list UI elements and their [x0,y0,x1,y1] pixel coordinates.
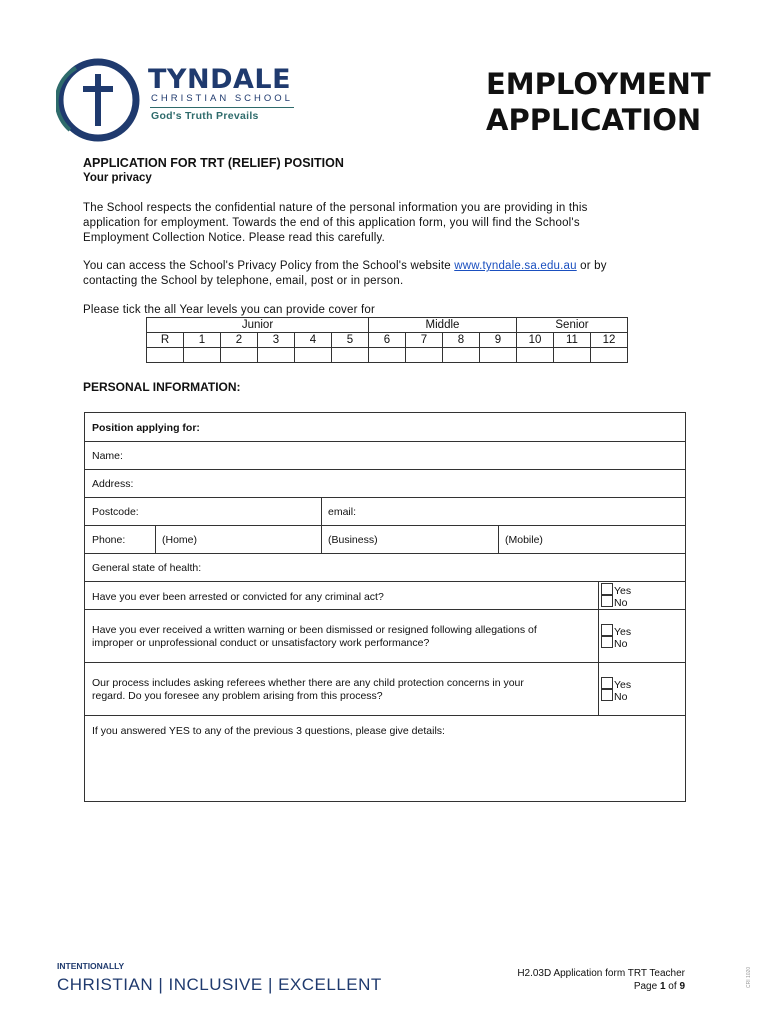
question-3-line-1: Our process includes asking referees whether there are any child protection concerns in your [92,677,524,689]
document-title [486,66,711,138]
year-level-cell: 11 [554,333,591,348]
question-3-line-2: regard. Do you foresee any problem arising from this process? [92,690,383,702]
year-level-row [147,333,628,348]
home-phone-label: (Home) [162,534,198,546]
page-label: Page [633,981,660,992]
name-label: Name: [92,450,123,462]
privacy-line-1: The School respects the confidential nature of the personal information you are providing in this [83,202,588,214]
page-current: 1 [659,981,666,992]
q3-no-option[interactable] [601,689,627,704]
address-row[interactable] [85,470,685,498]
year-level-cell: 12 [591,333,628,348]
logo-divider [150,107,294,108]
privacy-line-2: application for employment. Towards the end of this application form, you will find the School's [83,217,580,229]
q2-yes-checkbox[interactable] [601,624,613,636]
personal-info-form [84,412,686,802]
postcode-label: Postcode: [92,506,139,518]
school-website-link[interactable]: www.tyndale.sa.edu.au [454,260,577,272]
no-label: No [614,638,628,650]
q1-yes-checkbox[interactable] [601,583,613,595]
policy-line-2: contacting the School by telephone, email, post or in person. [83,275,404,287]
mobile-phone-label: (Mobile) [505,534,543,546]
policy-text-pre: You can access the School's Privacy Policy from the School's website [83,260,455,272]
yes-label: Yes [614,679,632,691]
title-line-1: EMPLOYMENT [486,67,711,101]
yes-label: Yes [614,585,632,597]
divider [598,663,599,715]
position-row[interactable] [85,413,685,442]
divider [155,526,156,553]
tick-cell-12[interactable] [591,348,628,363]
q3-yes-checkbox[interactable] [601,677,613,689]
email-label: email: [328,506,357,518]
year-level-cell: R [147,333,184,348]
address-label: Address: [92,478,134,490]
position-label: Position applying for: [92,422,200,434]
privacy-paragraph [83,201,588,246]
tick-cell-r[interactable] [147,348,184,363]
question-2-line-1: Have you ever received a written warning or been dismissed or resigned following allegations of [92,624,537,636]
tick-cell-8[interactable] [443,348,480,363]
year-level-cell: 3 [258,333,295,348]
year-level-cell: 10 [517,333,554,348]
year-group-row [147,318,628,333]
school-subtitle: CHRISTIAN SCHOOL [151,93,293,104]
question-1-row [85,582,685,610]
q2-no-option[interactable] [601,636,627,651]
question-2-line-2: improper or unprofessional conduct or unsatisfactory work performance? [92,637,430,649]
phone-label: Phone: [92,534,126,546]
q1-no-checkbox[interactable] [601,595,613,607]
question-2-text [92,624,537,650]
tick-cell-4[interactable] [295,348,332,363]
q3-no-checkbox[interactable] [601,689,613,701]
document-reference: H2.03D Application form TRT Teacher [517,968,685,979]
postcode-email-row [85,498,685,526]
footer-doc-info [517,967,685,993]
tick-cell-10[interactable] [517,348,554,363]
year-levels-prompt: Please tick the all Year levels you can provide cover for [83,304,376,316]
health-row[interactable] [85,554,685,582]
yes-label: Yes [614,626,632,638]
year-level-cell: 2 [221,333,258,348]
school-motto: God's Truth Prevails [151,110,259,122]
title-line-2: APPLICATION [486,103,702,137]
question-3-row [85,663,685,716]
group-middle: Middle [369,318,517,333]
year-level-cell: 9 [480,333,517,348]
side-note: CRI 1020 [746,966,752,988]
tick-cell-11[interactable] [554,348,591,363]
tick-cell-2[interactable] [221,348,258,363]
group-junior: Junior [147,318,369,333]
application-heading: APPLICATION FOR TRT (RELIEF) POSITION [83,156,344,170]
footer-tagline-small: INTENTIONALLY [57,961,125,971]
policy-text-post: or by [576,260,607,272]
divider [598,610,599,662]
tick-cell-3[interactable] [258,348,295,363]
health-label: General state of health: [92,562,202,574]
group-senior: Senior [517,318,628,333]
page-number [517,980,685,993]
year-level-cell: 8 [443,333,480,348]
name-row[interactable] [85,442,685,470]
q1-no-option[interactable] [601,595,627,610]
year-tick-row [147,348,628,363]
privacy-heading: Your privacy [83,172,152,184]
question-2-row [85,610,685,663]
question-1-text: Have you ever been arrested or convicted for any criminal act? [92,591,384,603]
no-label: No [614,691,628,703]
privacy-policy-paragraph [83,259,607,289]
page-total: 9 [679,981,685,992]
divider [321,526,322,553]
privacy-line-3: Employment Collection Notice. Please read this carefully. [83,232,386,244]
year-level-cell: 4 [295,333,332,348]
divider [321,498,322,525]
details-label: If you answered YES to any of the previous 3 questions, please give details: [92,725,445,737]
year-level-cell: 5 [332,333,369,348]
year-level-cell: 1 [184,333,221,348]
divider [498,526,499,553]
tick-cell-7[interactable] [406,348,443,363]
tick-cell-6[interactable] [369,348,406,363]
q2-no-checkbox[interactable] [601,636,613,648]
business-phone-label: (Business) [328,534,378,546]
personal-info-heading: PERSONAL INFORMATION: [83,380,241,394]
details-area[interactable] [85,716,685,801]
question-3-text [92,677,524,703]
tick-cell-1[interactable] [184,348,221,363]
year-level-cell: 6 [369,333,406,348]
tick-cell-9[interactable] [480,348,517,363]
divider [598,582,599,609]
tick-cell-5[interactable] [332,348,369,363]
phone-row [85,526,685,554]
no-label: No [614,597,628,609]
page-of: of [665,981,680,992]
year-level-cell: 7 [406,333,443,348]
school-name: TYNDALE [148,64,292,95]
footer-tagline: CHRISTIAN | INCLUSIVE | EXCELLENT [57,975,382,994]
year-levels-table [146,317,628,363]
